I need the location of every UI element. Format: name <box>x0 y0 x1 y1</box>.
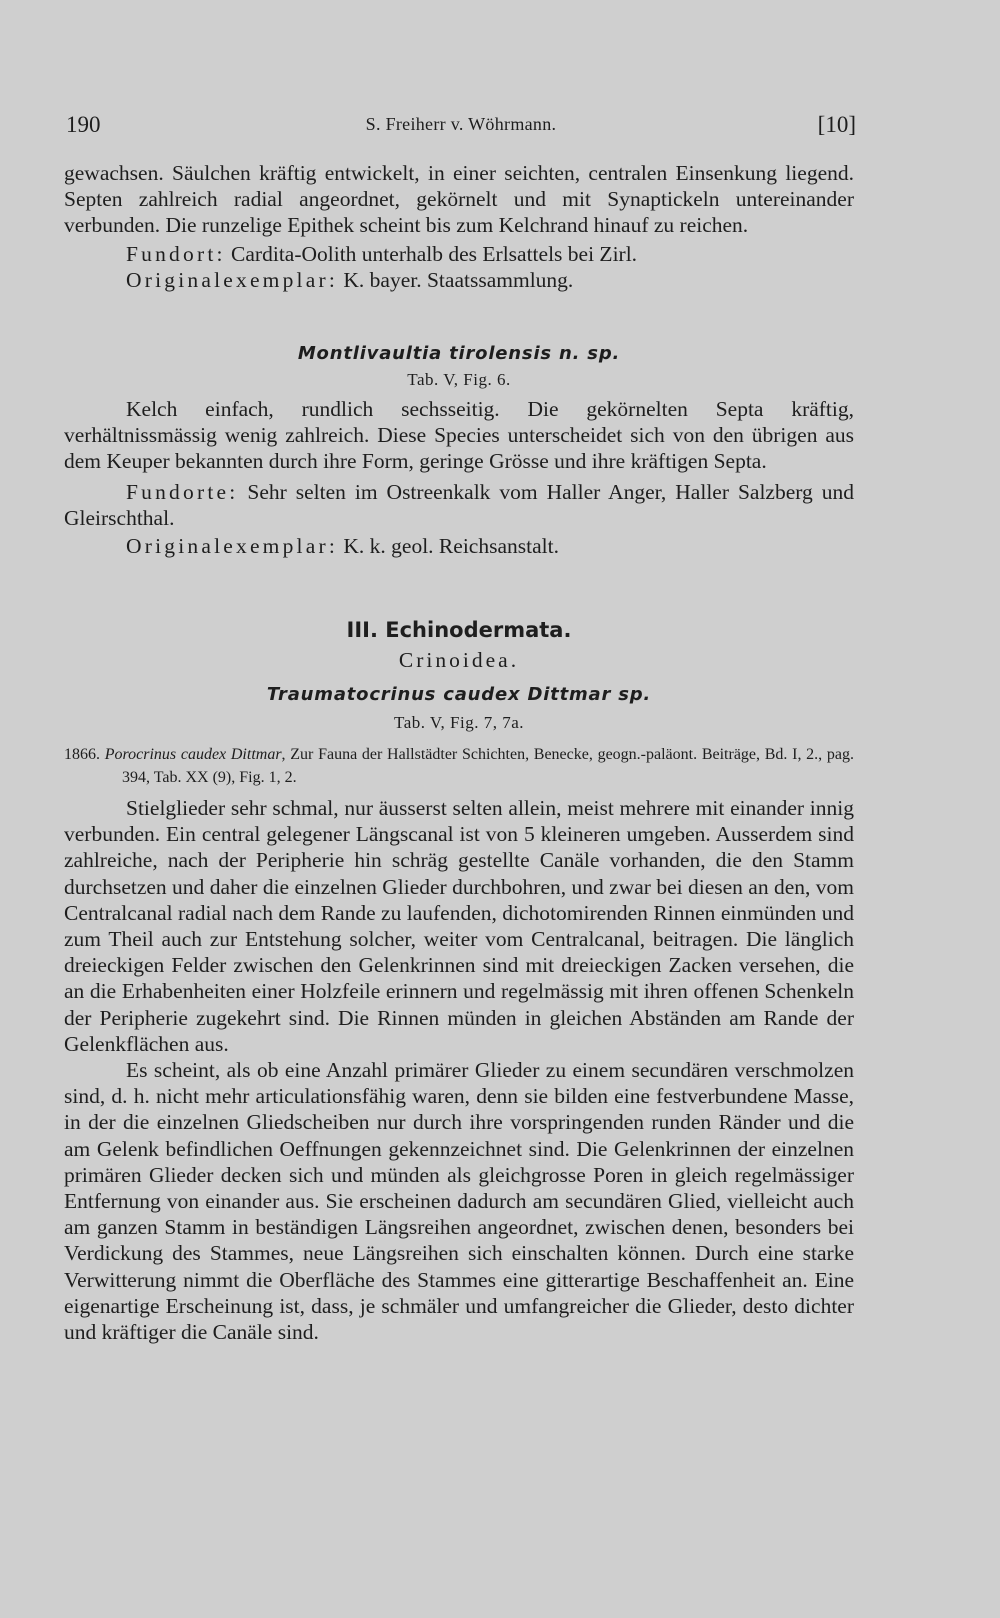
description-paragraph-2: Es scheint, als ob eine Anzahl primärer Glieder zu einem secundären verschmolzen sind, d. h. nicht mehr articulationsfähig waren, denn sie bilden eine festverbundene Masse, in der die einzelnen Gliedscheiben nur durch ihre vorspringenden runden Ränder und die am Gelenk befindlichen Oeffnungen gekennzeichnet sind. Die Gelenkrinnen der einzelnen primären Glieder decken sich und münden als gleichgrosse Poren in gleich regelmässiger Entfernung von einander aus. Sie erscheinen dadurch am secundären Glied, vielleicht auch am ganzen Stamm in beständigen Längsreihen angeordnet, zwischen denen, besonders bei Verdickung des Stammes, neue Längsreihen sich einschalten können. Durch eine starke Verwitterung nimmt die Oberfläche des Stammes eine gitterartige Beschaffenheit an. Eine eigenartige Erscheinung ist, dass, je schmäler und umfangreicher die Glieder, desto dichter und kräftiger die Canäle sind. <box>64 1058 854 1345</box>
page-number: 190 <box>66 112 101 137</box>
original-label: Originalexemplar: <box>126 267 339 292</box>
section-heading-block <box>64 618 854 673</box>
plate-reference: Tab. V, Fig. 6. <box>407 370 511 389</box>
synonymy-name: Porocrinus caudex Dittmar <box>104 746 282 763</box>
intro-block <box>64 160 854 293</box>
page-header <box>66 112 856 144</box>
fundorte-label: Fundorte: <box>126 479 239 504</box>
original-text: K. k. geol. Reichsanstalt. <box>343 534 559 559</box>
class-title: Crinoidea. <box>398 648 520 672</box>
fundort-label: Fundort: <box>126 241 226 266</box>
original-page-ref: [10] <box>817 112 856 137</box>
fundorte-line <box>64 479 854 531</box>
fundorte-text: Sehr selten im Ostreenkalk vom Haller Anger, Haller Salzberg und Gleirschthal. <box>64 479 854 530</box>
synonymy-year: 1866. <box>64 746 100 763</box>
original-line <box>64 533 854 559</box>
species-description: Kelch einfach, rundlich sechsseitig. Die gekörnelten Septa kräftig, verhältnissmässig wenig zahlreich. Diese Species unterscheidet sich von den übrigen aus dem Keuper bekannten durch ihre Form, geringe Grösse und ihre kräftigen Septa. <box>64 397 854 474</box>
species-montlivaultia <box>64 343 854 559</box>
fundort-line <box>64 241 854 267</box>
continuation-paragraph: gewachsen. Säulchen kräftig entwickelt, in einer seichten, centralen Einsenkung liegend. Septen zahlreich radial angeordnet, gekörnelt und mit Synaptickeln untereinander verbunden. Die runzelige Epithek scheint bis zum Kelchrand hinauf zu reichen. <box>64 161 854 238</box>
synonymy-entry <box>64 743 854 789</box>
description-paragraph-1: Stielglieder sehr schmal, nur äusserst selten allein, meist mehrere mit einander innig verbunden. Ein central gelegener Längscanal ist von 5 kleineren umgeben. Ausserdem sind zahlreiche, nach der Peripherie hin schräg gestellte Canäle vorhanden, die den Stamm durchsetzen und daher die einzelnen Glieder durchbohren, und zwar bei diesen an den, vom Centralcanal radial nach dem Rande zu laufenden, dichotomirenden Rinnen einmünden und zum Theil auch zur Entstehung solcher, weiter vom Centralcanal, beitragen. Die länglich dreieckigen Felder zwischen den Gelenkrinnen sind mit dreieckigen Zacken versehen, die an die Erhabenheiten einer Holzfeile erinnern und regelmässig mit ihren offenen Schenkeln der Peripherie zugekehrt sind. Die Rinnen münden in gleichen Abständen am Rande der Gelenkflächen aus. <box>64 796 854 1056</box>
species-traumatocrinus <box>64 684 854 1345</box>
species-title: Montlivaultia tirolensis n. sp. <box>297 343 621 364</box>
synonymy-citation: , Zur Fauna der Hallstädter Schichten, Benecke, geogn.-paläont. Beiträge, Bd. I, 2., pag. 394, Tab. XX (9), Fig. 1, 2. <box>122 746 854 786</box>
plate-reference: Tab. V, Fig. 7, 7a. <box>394 713 524 732</box>
running-title: S. Freiherr v. Wöhrmann. <box>365 114 557 134</box>
species-title: Traumatocrinus caudex Dittmar sp. <box>266 684 652 705</box>
original-label: Originalexemplar: <box>126 534 339 559</box>
fundort-text: Cardita-Oolith unterhalb des Erlsattels bei Zirl. <box>231 241 638 266</box>
section-title: III. Echinodermata. <box>346 618 572 642</box>
original-text: K. bayer. Staatssammlung. <box>343 267 574 292</box>
original-line <box>64 267 854 293</box>
